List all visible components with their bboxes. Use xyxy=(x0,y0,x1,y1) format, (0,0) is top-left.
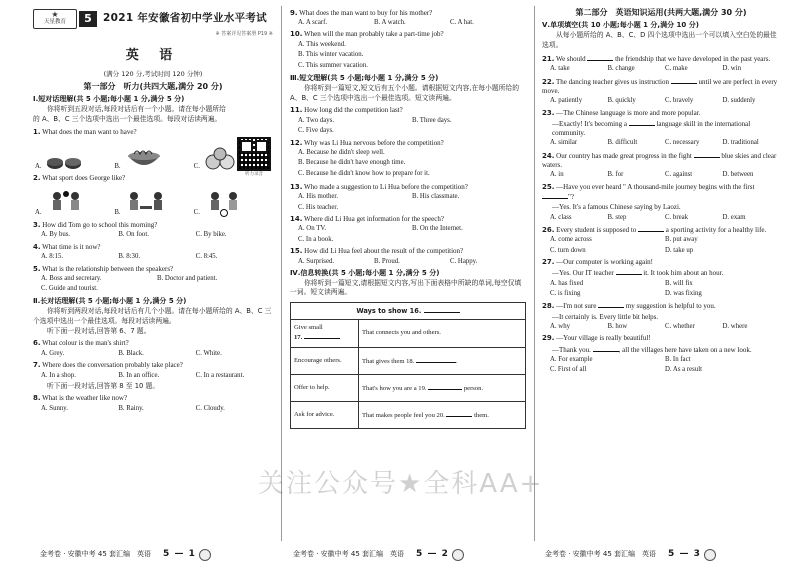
section-4-title: Ⅳ.信息转换(共 5 小题;每小题 1 分,满分 5 分) xyxy=(290,268,440,277)
table-cell-right xyxy=(359,375,526,402)
question-14-text: Where did Li Hua get information for the speech? xyxy=(304,214,444,223)
option-a[interactable]: A. On TV. xyxy=(298,225,327,233)
option-a[interactable]: A. take xyxy=(550,65,570,73)
answer-blank-16[interactable] xyxy=(424,306,460,313)
part-1-title: 第一部分 听力(共四大题,满分 20 分) xyxy=(83,81,223,91)
option-c[interactable]: C. is fixing xyxy=(550,290,581,298)
option-a-picture[interactable]: A. xyxy=(35,190,114,218)
question-6: 6. What colour is the man's shirt? xyxy=(33,339,129,348)
answer-blank-24[interactable] xyxy=(694,151,720,158)
option-c[interactable]: C. bravely xyxy=(665,97,694,105)
section-5-title: Ⅴ.单项填空(共 10 小题;每小题 1 分,满分 10 分) xyxy=(542,21,699,30)
answer-blank-19[interactable] xyxy=(428,383,462,390)
question-25-line-2: —Yes. It's a famous Chinese saying by Laozi. xyxy=(552,202,681,211)
option-b[interactable]: B. will fix xyxy=(665,279,693,287)
question-28-line-2: —It certainly is. Every little bit helps. xyxy=(552,312,659,321)
answer-blank-21[interactable] xyxy=(587,54,613,61)
option-a[interactable]: A. Boss and secretary. xyxy=(41,275,102,283)
option-a[interactable]: A. in xyxy=(550,171,564,179)
question-26-options xyxy=(542,236,780,245)
option-c[interactable]: C. necessary xyxy=(665,139,700,147)
answer-blank-18[interactable] xyxy=(416,356,456,363)
question-14-options-row2 xyxy=(290,236,526,245)
page-number: 5 — 2 xyxy=(416,549,449,560)
question-1: 1. What does the man want to have? xyxy=(33,127,137,136)
option-b[interactable]: B. Black. xyxy=(118,350,144,357)
option-b[interactable]: B. step xyxy=(607,213,627,221)
question-3-text: How did Tom go to school this morning? xyxy=(42,220,158,229)
option-a[interactable]: A. class xyxy=(550,213,572,221)
score-line: (满分 120 分,考试时间 120 分钟) xyxy=(103,70,203,79)
section-2-title: Ⅱ.长对话理解(共 5 小题;每小题 1 分,满分 5 分) xyxy=(33,297,187,306)
option-b[interactable]: B. A watch. xyxy=(374,19,406,27)
question-24: 24. Our country has made great progress in the fight blue skies and clear waters. xyxy=(542,151,777,169)
option-c[interactable]: C. White. xyxy=(195,350,222,357)
question-12: 12. Why was Li Hua nervous before the competition? xyxy=(290,138,444,147)
question-22: 22. The dancing teacher gives us instruction until we are perfect in every move. xyxy=(542,77,778,95)
table-cell-left: Ask for advice. xyxy=(291,402,359,429)
question-12-text: Why was Li Hua nervous before the competition? xyxy=(304,138,444,147)
question-text: The dancing teacher gives us instruction xyxy=(556,77,669,86)
basketball-players-icon xyxy=(45,190,89,218)
question-text-tail: the friendship that we have developed in the past years. xyxy=(615,54,771,63)
question-3: 3. How did Tom go to school this morning? xyxy=(33,220,158,229)
option-d[interactable]: D. win xyxy=(722,65,742,73)
question-8-text: What is the weather like now? xyxy=(42,394,128,403)
option-c[interactable]: C. against xyxy=(665,171,693,179)
question-8: 8. What is the weather like now? xyxy=(33,394,128,403)
option-b[interactable]: B. In fact xyxy=(665,356,691,364)
question-11: 11. How long did the competition last? xyxy=(290,106,403,115)
footer-page-3 xyxy=(545,546,716,564)
question-4: 4. What time is it now? xyxy=(33,242,101,251)
mascot-icon xyxy=(199,549,211,561)
question-29-options-row2 xyxy=(542,366,780,375)
answer-blank-20[interactable] xyxy=(446,410,472,417)
option-b[interactable]: B. His classmate. xyxy=(412,193,460,201)
question-29-options xyxy=(542,356,780,365)
question-10: 10. When will the man probably take a part-time job? xyxy=(290,30,444,39)
question-10-options xyxy=(290,41,526,72)
footer-text: 金考卷 · 安徽中考 45 套汇编 英语 xyxy=(293,550,405,559)
column-3 xyxy=(542,6,780,546)
question-25: 25. —Have you ever heard " A thousand-mile journey begins with the first "? xyxy=(542,182,755,201)
option-a[interactable]: A. For example xyxy=(550,356,593,364)
option-b[interactable]: B. put away xyxy=(665,236,698,244)
question-28-options xyxy=(542,323,780,332)
question-text-tail: blue skies and clear waters. xyxy=(542,151,777,169)
option-a[interactable]: A. come across xyxy=(550,236,592,244)
cell-text-2: 17. xyxy=(294,334,303,342)
question-2: 2. What sport does George like? xyxy=(33,174,126,183)
option-c[interactable]: C. Guide and tourist. xyxy=(41,285,98,293)
question-5: 5. What is the relationship between the speakers? xyxy=(33,264,174,273)
question-14: 14. Where did Li Hua get information for the speech? xyxy=(290,214,444,223)
answer-blank-25[interactable] xyxy=(542,192,568,199)
column-divider xyxy=(534,6,535,541)
question-27-options-row2 xyxy=(542,290,780,299)
option-c[interactable]: C. Cloudy. xyxy=(195,404,225,412)
qr-caption: 听力录音 xyxy=(245,172,263,177)
option-a[interactable]: A. Grey. xyxy=(41,350,65,357)
paper-number-badge: 5 xyxy=(79,11,97,27)
option-c[interactable]: C. A hat. xyxy=(450,19,474,27)
option-d[interactable]: D. traditional xyxy=(722,139,759,147)
question-text: —I'm not sure xyxy=(556,302,597,311)
answer-blank-29[interactable] xyxy=(593,345,619,352)
option-c[interactable]: C. 8:45. xyxy=(195,253,218,261)
question-21-options xyxy=(542,65,780,74)
option-b[interactable]: B. This winter vacation. xyxy=(298,51,364,59)
option-b-picture[interactable]: B. xyxy=(114,190,193,218)
question-13-text: Who made a suggestion to Li Hua before the competition? xyxy=(304,182,468,191)
question-11-text: How long did the competition last? xyxy=(304,106,403,115)
table-title xyxy=(291,303,526,320)
question-2-pictures xyxy=(33,186,273,218)
option-c[interactable]: C. Because he didn't know how to prepare for it. xyxy=(298,169,430,177)
question-12-options xyxy=(290,149,526,180)
table-cell-left xyxy=(291,319,359,347)
question-7: 7. Where does the conversation probably take place? xyxy=(33,361,183,370)
table-cell-right: That gives them 18. . xyxy=(359,348,526,375)
section-5-instructions: 从每小题所给的 A、B、C、D 四个选项中选出一个可以填入空白处的最佳选项。 xyxy=(542,31,777,50)
question-text: —Yes. Our IT teacher xyxy=(552,269,614,278)
question-24-options xyxy=(542,171,780,180)
cell-text: Give small xyxy=(294,323,323,331)
option-c[interactable]: C. make xyxy=(665,65,688,73)
option-a[interactable]: A. has fixed xyxy=(550,279,584,287)
answer-blank-23[interactable] xyxy=(629,119,655,126)
noodle-bowl-icon xyxy=(124,146,164,172)
table-cell-right xyxy=(359,402,526,429)
option-a[interactable]: A. Because he didn't sleep well. xyxy=(298,149,385,157)
option-c-picture[interactable]: C. xyxy=(194,190,273,218)
section-2-instructions: 你将听到两段对话,每段对话后有几个小题。请在每小题所给的 A、B、C 三个选项中选出一个最佳选项。每段对话读两遍。 xyxy=(33,307,272,326)
option-b[interactable]: B. In an office. xyxy=(118,371,160,379)
question-15: 15. How did Li Hua feel about the result of the competition? xyxy=(290,247,464,256)
answer-blank-28[interactable] xyxy=(598,301,624,308)
question-26: 26. Every student is supposed to a sporting activity for a healthy life. xyxy=(542,225,767,234)
question-text: Every student is supposed to xyxy=(556,225,637,234)
question-5-options-row2 xyxy=(33,285,273,294)
column-2 xyxy=(290,6,526,546)
question-2-text: What sport does George like? xyxy=(42,174,126,183)
option-b[interactable]: B. quickly xyxy=(607,97,636,105)
star-icon: ★ xyxy=(51,10,59,20)
option-a[interactable]: A. This weekend. xyxy=(298,41,346,49)
question-11-options xyxy=(290,117,526,126)
part-2-title: 第二部分 英语知识运用(共两大题,满分 30 分) xyxy=(575,8,747,17)
publisher-logo xyxy=(33,9,77,29)
qr-code-icon xyxy=(237,137,271,171)
question-15-options xyxy=(290,258,526,267)
option-c[interactable]: C. In a restaurant. xyxy=(195,371,245,379)
option-a[interactable]: A. A scarf. xyxy=(298,19,328,27)
question-29: 29. —Your village is really beautiful! xyxy=(542,334,651,343)
option-c[interactable]: C. By bike. xyxy=(195,231,227,239)
option-b[interactable]: B. how xyxy=(607,323,628,331)
question-27: 27. —Our computer is working again! xyxy=(542,258,653,267)
option-d[interactable]: D. between xyxy=(722,171,754,179)
question-29-line-2 xyxy=(542,345,780,355)
option-b[interactable]: B. On foot. xyxy=(118,231,149,239)
question-27-line-2 xyxy=(542,268,780,278)
option-d[interactable]: D. take up xyxy=(665,246,694,254)
section-2-sub-1: 听下面一段对话,回答第 6、7 题。 xyxy=(47,327,151,336)
question-25-options xyxy=(542,214,780,223)
section-3-title: Ⅲ.短文理解(共 5 小题;每小题 1 分,满分 5 分) xyxy=(290,74,439,82)
option-a[interactable]: A. In a shop. xyxy=(41,371,76,379)
question-text: —Our computer is working again! xyxy=(556,258,653,267)
mascot-icon xyxy=(704,549,716,561)
question-15-text: How did Li Hua feel about the result of the competition? xyxy=(304,247,464,256)
option-a[interactable]: A. 8:15. xyxy=(41,253,64,261)
option-a-picture[interactable]: A. xyxy=(35,150,114,172)
answer-blank-22[interactable] xyxy=(671,77,697,84)
option-b[interactable]: B. Proud. xyxy=(374,257,400,265)
answer-blank-17[interactable] xyxy=(304,332,340,339)
option-d[interactable]: D. As a result xyxy=(665,366,703,374)
option-a[interactable]: A. similar xyxy=(550,139,578,147)
question-text: —Have you ever heard " A thousand-mile journey begins with the first xyxy=(556,182,755,191)
audio-qr-code[interactable] xyxy=(235,137,273,178)
question-text-tail: until we are perfect in every move. xyxy=(542,77,778,95)
option-a[interactable]: A. Surprised. xyxy=(298,257,335,265)
question-4-options xyxy=(33,253,273,262)
option-c[interactable]: C. turn down xyxy=(550,246,586,254)
footer-page-1 xyxy=(40,546,211,564)
question-text: —Thank you. xyxy=(552,345,591,354)
question-text: —Your village is really beautiful! xyxy=(556,334,651,343)
option-c[interactable]: C. Five days. xyxy=(298,127,334,135)
question-text-tail: , all the villages here have taken on a new look. xyxy=(618,345,752,354)
section-2-sub-2: 听下面一段对话,回答第 8 至 10 题。 xyxy=(47,381,160,390)
option-c[interactable]: C. Happy. xyxy=(450,257,478,265)
answer-blank-26[interactable] xyxy=(638,225,664,232)
column-1 xyxy=(33,6,273,546)
table-header-row xyxy=(291,303,526,320)
question-10-text: When will the man probably take a part-time job? xyxy=(304,30,444,39)
question-26-options-row2 xyxy=(542,247,780,256)
option-c[interactable]: C. break xyxy=(665,213,689,221)
option-c[interactable]: C. whether xyxy=(665,323,695,331)
question-text: —Exactly! It's becoming a xyxy=(552,119,627,128)
question-8-options xyxy=(33,405,273,414)
subject-title: 英 语 xyxy=(125,47,181,63)
option-a[interactable]: A. Two days. xyxy=(298,116,335,124)
section-1-instructions: 你将听到五段对话,每段对话后有一个小题。请在每小题所给的 A、B、C 三个选项中选出一个最佳选项。每段对话读两遍。 xyxy=(33,105,226,124)
table-title-text: Ways to show 16. xyxy=(356,307,422,316)
option-b[interactable]: B. Three days. xyxy=(412,116,452,124)
option-b[interactable]: B. for xyxy=(607,171,624,179)
question-11-options-row2 xyxy=(290,127,526,136)
option-c[interactable]: C. In a book. xyxy=(298,235,334,243)
question-13: 13. Who made a suggestion to Li Hua before the competition? xyxy=(290,182,468,191)
table-row xyxy=(291,319,526,347)
option-a[interactable]: A. patiently xyxy=(550,97,583,105)
question-13-options xyxy=(290,193,526,202)
option-b[interactable]: B. difficult xyxy=(607,139,638,147)
question-23-line-2 xyxy=(542,119,780,138)
question-9-options xyxy=(290,19,526,28)
option-b[interactable]: B. On the Internet. xyxy=(412,225,463,233)
question-text-tail: my suggestion is helpful to you. xyxy=(625,302,716,311)
question-14-options xyxy=(290,225,526,234)
info-table xyxy=(290,302,526,429)
cell-text: That's how you are a 19. xyxy=(362,384,427,392)
footer-text: 金考卷 · 安徽中考 45 套汇编 英语 xyxy=(545,550,657,559)
question-4-text: What time is it now? xyxy=(42,242,101,251)
table-cell-right: That connects you and others. xyxy=(359,319,526,347)
exam-title: 2021 年安徽省初中学业水平考试 xyxy=(103,12,267,25)
option-a[interactable]: A. why xyxy=(550,323,571,331)
option-b[interactable]: B. Doctor and patient. xyxy=(157,275,218,283)
question-7-options xyxy=(33,372,273,381)
option-a[interactable]: A. By bus. xyxy=(41,231,71,239)
footer-page-2 xyxy=(293,546,464,564)
option-a[interactable]: A. His mother. xyxy=(298,193,339,201)
question-text: We should xyxy=(556,54,586,63)
question-6-options xyxy=(33,350,273,359)
table-cell-left: Encourage others. xyxy=(291,348,359,375)
exam-header xyxy=(33,8,273,30)
option-c[interactable]: C. His teacher. xyxy=(298,203,339,211)
section-3-instructions: 你将听到一篇短文,短文后有五个小题。请根据短文内容,在每小题所给的 A、B、C 三个选项中选出一个最佳选项。短文读两遍。 xyxy=(290,84,520,102)
cell-text-tail: them. xyxy=(474,411,489,419)
question-text: Our country has made great progress in the fight xyxy=(556,151,692,160)
table-row xyxy=(291,375,526,402)
table-row xyxy=(291,348,526,375)
answer-note: ※ 答案详见答案册 P19 ※ xyxy=(215,31,273,37)
option-b[interactable]: B. Because he didn't have enough time. xyxy=(298,159,406,167)
question-28: 28. —I'm not sure my suggestion is helpful to you. xyxy=(542,302,716,311)
logo-text: 天星教育 xyxy=(43,19,66,26)
question-text-tail: a sporting activity for a healthy life. xyxy=(665,225,767,234)
question-5-options xyxy=(33,275,273,284)
question-text-tail: it. It took him about an hour. xyxy=(643,269,724,278)
section-1-title: Ⅰ.短对话理解(共 5 小题;每小题 1 分,满分 5 分) xyxy=(33,95,185,104)
question-text-tail: "? xyxy=(568,192,574,201)
table-row xyxy=(291,402,526,429)
footer-text: 金考卷 · 安徽中考 45 套汇编 英语 xyxy=(40,550,152,559)
page-number: 5 — 1 xyxy=(163,549,196,560)
option-b[interactable]: B. Rainy. xyxy=(118,404,144,412)
mascot-icon xyxy=(452,549,464,561)
cell-text-tail: person. xyxy=(463,384,484,392)
option-d[interactable]: D. was fixing xyxy=(665,290,702,298)
option-c[interactable]: C. This summer vacation. xyxy=(298,61,368,69)
question-27-options xyxy=(542,280,780,289)
option-b[interactable]: B. change xyxy=(607,65,635,73)
question-22-options xyxy=(542,97,780,106)
option-d[interactable]: D. where xyxy=(722,323,748,331)
question-23: 23. —The Chinese language is more and more popular. xyxy=(542,108,701,117)
question-7-text: Where does the conversation probably take place? xyxy=(42,361,183,370)
section-4-instructions: 你将听到一篇短文,请根据短文内容,写出下面表格中所缺的单词,每空仅填一词。短文读两遍。 xyxy=(290,278,522,297)
page-number: 5 — 3 xyxy=(668,549,701,560)
question-9: 9. What does the man want to buy for his mother? xyxy=(290,8,433,17)
option-c[interactable]: C. First of all xyxy=(550,366,587,374)
column-divider xyxy=(281,6,282,541)
question-3-options xyxy=(33,231,273,240)
option-b[interactable]: B. 8:30. xyxy=(118,253,141,261)
question-6-text: What colour is the man's shirt? xyxy=(42,339,129,348)
table-tennis-players-icon xyxy=(124,190,168,218)
soccer-players-icon xyxy=(203,190,247,218)
dumplings-icon xyxy=(203,146,239,172)
cookies-icon xyxy=(45,150,85,172)
table-cell-left: Offer to help. xyxy=(291,375,359,402)
option-d[interactable]: D. suddenly xyxy=(722,97,756,105)
option-d[interactable]: D. exam xyxy=(722,213,746,221)
question-text: —The Chinese language is more and more popular. xyxy=(556,108,701,117)
question-23-options xyxy=(542,139,780,148)
answer-blank-27[interactable] xyxy=(616,268,642,275)
question-21: 21. We should the friendship that we have developed in the past years. xyxy=(542,54,771,63)
option-a[interactable]: A. Sunny. xyxy=(41,404,68,412)
question-1-text: What does the man want to have? xyxy=(42,127,137,136)
question-text-tail: language skill in the international community. xyxy=(552,119,751,137)
watermark: 关注公众号★全科AA+ xyxy=(258,469,544,499)
cell-text: That gives them 18. xyxy=(362,357,415,365)
question-5-text: What is the relationship between the speakers? xyxy=(42,264,174,273)
question-13-options-row2 xyxy=(290,204,526,213)
question-9-text: What does the man want to buy for his mother? xyxy=(299,8,433,17)
option-b-picture[interactable]: B. xyxy=(114,146,193,172)
option-c-picture[interactable]: C. xyxy=(194,146,273,172)
cell-text: That makes people feel you 20. xyxy=(362,411,445,419)
